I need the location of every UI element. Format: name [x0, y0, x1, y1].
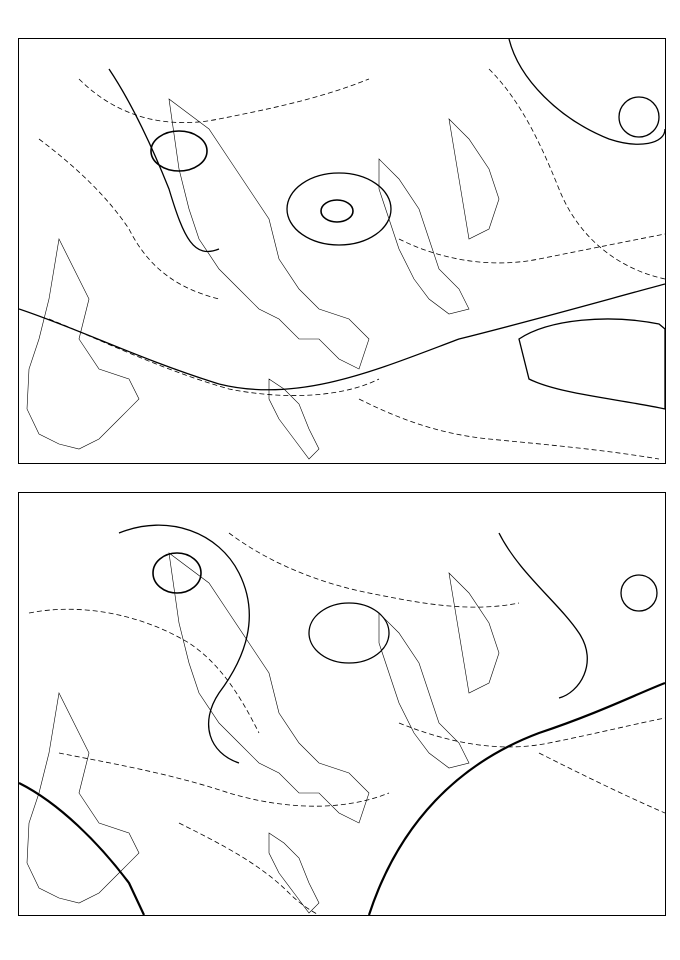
mid-low-inner: [321, 200, 353, 222]
low-center-contour: [151, 131, 207, 171]
height-contours: [19, 39, 665, 409]
analysis-850hpa-map: [18, 492, 666, 916]
analysis-700hpa-map: [18, 38, 666, 464]
korea-coast: [27, 239, 139, 449]
coastlines: [27, 553, 499, 913]
chart-footer: [24, 934, 60, 952]
temperature-isotherms: [29, 533, 665, 915]
contour-1500-west: [19, 783, 144, 915]
contour-1500-east: [369, 683, 665, 915]
contour-east: [499, 533, 587, 698]
map-850hpa-canvas: [19, 493, 665, 915]
southern-island-coast: [269, 379, 319, 459]
temperature-isotherms: [39, 69, 665, 459]
contour-3120: [19, 284, 665, 390]
northern-island-coast: [449, 119, 499, 239]
map-700hpa-canvas: [19, 39, 665, 463]
height-contours: [19, 525, 665, 915]
mid-low-contour: [287, 173, 391, 245]
east-low-ring: [621, 575, 657, 611]
east-low-ring: [619, 97, 659, 137]
southern-island-coast: [269, 833, 319, 913]
coastlines: [27, 99, 499, 459]
high-contour: [519, 319, 665, 409]
mainland-coast: [169, 553, 369, 823]
contour-3000-east: [509, 39, 665, 144]
northern-island-coast: [449, 573, 499, 693]
island-coast: [379, 159, 469, 314]
mid-low-contour: [309, 603, 389, 663]
mainland-coast: [169, 99, 369, 369]
island-coast: [379, 613, 469, 768]
